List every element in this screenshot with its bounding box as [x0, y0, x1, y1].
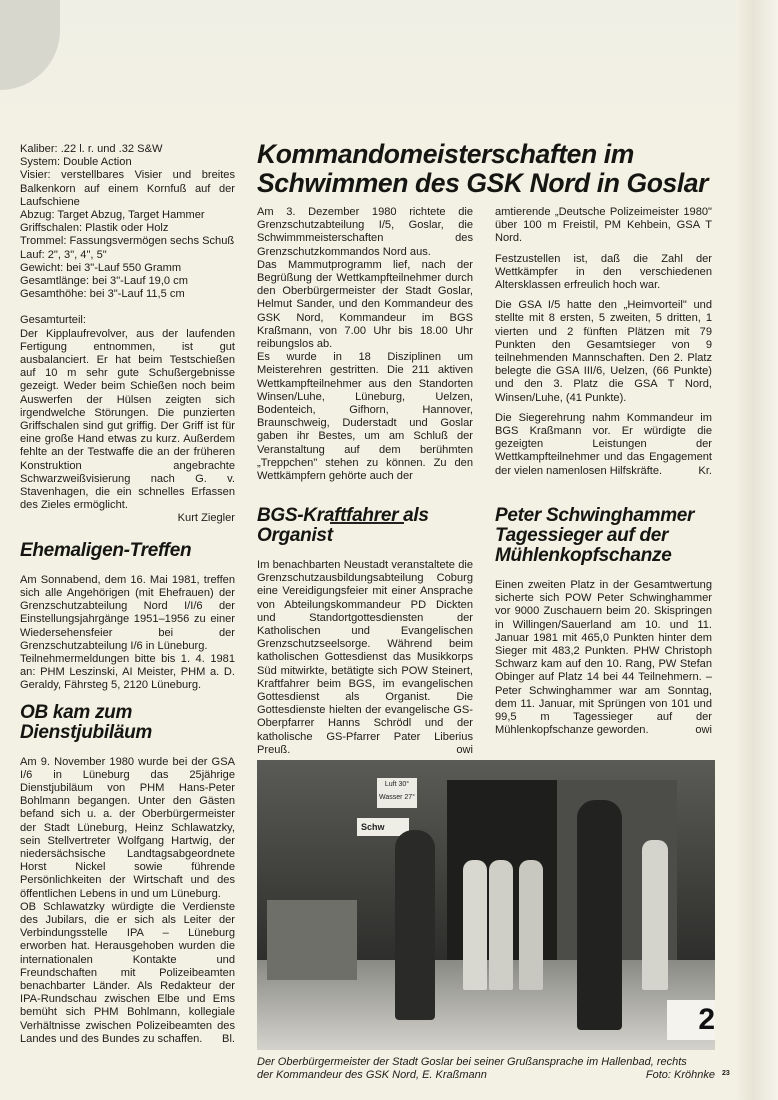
middle-column — [257, 206, 473, 483]
article-text: Das Mammutprogramm lief, nach der Begrüßung der Wettkampfteilnehmer durch den Oberbürgermeister der Stadt Goslar, Helmut Sander, und den Kommandeur des GSK Nord, Kommandeur im BGS Kraßmann, von 7.00 Uhr bis 18.00 Uhr reibungslos ab. — [257, 258, 473, 351]
schwinghammer-title: Peter Schwinghammer Tagessieger auf der Mühlenkopfschanze — [495, 505, 695, 566]
jubilaeum-title: OB kam zum Dienstjubiläum — [20, 701, 152, 743]
organist-sign: owi — [456, 744, 473, 757]
jubilaeum-text: OB Schlawatzky würdigte die Verdienste des Jubilars, die er sich als Leiter der Verbindungsstelle IPA – Lüneburg erworben hat. Herausgehoben wurden die internationalen Kontakte und Freundschaften mit Polizeibeamten benachbarter Länder. Als Redakteur der IPA-Rundschau zwischen Elbe und Ems bemüht sich PHM Bohlmann, kollegiale Verhältnisse zwischen Polizeibeamten des Landes und des Bundes zu schaffen. — [20, 900, 235, 1045]
spec-line: Lauf: 2", 3", 4", 5" — [20, 248, 107, 261]
article-text: amtierende „Deutsche Polizeimeister 1980" über 100 m Freistil, PM Kehbein, GSA T Nord. — [495, 206, 712, 245]
article-text: Die GSA I/5 hatte den „Heimvorteil" und stellte mit 8 ersten, 5 zweiten, 5 dritten, 1 vierten und 2 fünften Plätzen mit 79 Punkten den Gesamtsieger von 9 teilnehmenden Mannschaften. Den 2. Platz belegte die GSA III/6, Uelzen, (66 Punkte) und den 3. Platz die GSA T Nord, Winsen/Luhe, (41 Punkte). — [495, 299, 712, 404]
article-text: Am 3. Dezember 1980 richtete die Grenzschutzabteilung I/5, Goslar, die Schwimmmeisterschaften des Grenzschutzkommandos Nord aus. — [257, 206, 473, 258]
spec-line: Kaliber: .22 l. r. und .32 S&W — [20, 143, 163, 155]
commander-figure — [577, 800, 622, 1030]
spec-line: Trommel: Fassungsvermögen sechs Schuß — [20, 235, 235, 248]
banner-sign: Schw — [357, 818, 409, 836]
caption-line: der Kommandeur des GSK Nord, E. Kraßmann — [257, 1069, 487, 1081]
caption-line: Der Oberbürgermeister der Stadt Goslar bei seiner Grußansprache im Hallenbad, rechts — [257, 1056, 687, 1068]
jubilaeum-text: Am 9. November 1980 wurde bei der GSA I/6 in Lüneburg das 25jährige Dienstjubiläum von PHM Hans-Peter Bohlmann begangen. Unter den Gästen befand sich u. a. der Oberbürgermeister der Stadt Lüneburg, Heinz Schlawatzky, sein Stellvertreter Wolfgang Hartwig, der niedersächsische Landtagsabgeordnete Horst Nickel sowie führende Persönlichkeiten der Wirtschaft und des öffentlichen Lebens in und um Lüneburg. — [20, 755, 235, 900]
article-text: Es wurde in 18 Disziplinen um Meisterehren gestritten. Die 211 aktiven Wettkampfteilnehmer aus den Standorten Winsen/Luhe, Lüneburg, Uelzen, Bodenteich, Gifhorn, Hannover, Braunschweig, Duderstadt und Goslar gaben ihr Bestes, um am Schluß der Veranstaltung auf dem berühmten „Treppchen" stehen zu können. Zu den Wettkämpfern gehörte auch der — [257, 351, 473, 483]
organist-title: BGS-Kraftfahrer als Organist — [257, 505, 429, 546]
schwinghammer-sign: owi — [695, 724, 712, 737]
photo-caption — [257, 1056, 715, 1082]
lane-number: 2 — [667, 1000, 715, 1040]
organist-text: Im benachbarten Neustadt veranstaltete die Grenzschutzausbildungsabteilung Coburg eine Vereidigungsfeier mit einer Ansprache von Abteilungskommandeur PD Dickten und Standortgottesdiensten der Katholischen und Evangelischen Grenzschutzseelsorge. Während beim katholischen Gottesdienst das Musikkorps Süd mitwirkte, betätigte sich POW Steinert, Kraftfahrer beim BGS, im evangelischen Gottesdienst als Organist. Die Gottesdienste hielten der evangelische GS-Oberpfarrer Hanns Schrödl und der katholische GS-Pfarrer Pater Liberius Preuß. — [257, 559, 473, 756]
headline-line: Schwimmen des GSK Nord in Goslar — [257, 168, 709, 198]
spec-line: Gewicht: bei 3"-Lauf 550 Gramm — [20, 261, 182, 274]
sign-board — [377, 778, 417, 808]
treffen-title: Ehemaligen-Treffen — [20, 539, 192, 561]
left-column — [20, 143, 235, 1046]
article-sign: Kr. — [698, 464, 712, 477]
sign-wasser: Wasser 27° — [379, 794, 415, 801]
article-text: Festzustellen ist, daß die Zahl der Wettkämpfer in den verschiedenen Altersklassen erfreulich hoch war. — [495, 252, 712, 292]
organist-article — [257, 506, 473, 757]
spec-line: Griffschalen: Plastik oder Holz — [20, 222, 169, 235]
schwinghammer-article — [495, 506, 712, 738]
photo-credit: Foto: Kröhnke — [645, 1069, 715, 1081]
spec-line: Abzug: Target Abzug, Target Hammer — [20, 209, 205, 222]
spec-line: System: Double Action — [20, 156, 132, 169]
verdict-text: Der Kipplaufrevolver, aus der laufenden Fertigung entnommen, ist gut ausbalanciert. Er hat beim Testschießen auf 10 m sehr gute Schußergebnisse gezeigt. Weder beim Schießen noch beim Auswerfen der Hülsen zeigten sich irgendwelche Störungen. Die punzierten Griffschalen sind gut griffig. Der Griff ist für eine große Hand etwas zu kurz. Außerdem fehlte an der Testwaffe die an der früheren Konstruktion angebrachte Schwarzweißvisierung nach G. v. Stavenhagen, die ein schnelles Erfassen des Zieles ermöglicht. — [20, 327, 235, 512]
schwinghammer-text: Einen zweiten Platz in der Gesamtwertung sicherte sich POW Peter Schwinghammer vor 9000 Zuschauern beim 20. Skispringen in Willingen/Sauerland am 10. und 11. Januar 1981 mit 465,0 Punkten hinter dem Sieger mit 483,2 Punkten. PHW Christoph Schwarz kam auf den 10. Rang, PW Stefan Obinger auf Platz 14 bei 44 Teilnehmern. – Peter Schwinghammer war am Sonntag, dem 11. Januar, mit Sprüngen von 101 und 99,5 m Tagessieger auf der Mühlenkopfschanze geworden. — [495, 579, 712, 737]
event-photo — [257, 760, 715, 1050]
right-column — [495, 206, 712, 478]
verdict-label: Gesamturteil: — [20, 314, 86, 327]
spec-line: Gesamtlänge: bei 3"-Lauf 19,0 cm — [20, 275, 188, 288]
treffen-text: Teilnehmermeldungen bitte bis 1. 4. 1981 an: PHM Leszinski, AI Meister, PHM a. D. Geraldy, Fährsteg 5, 2120 Lüneburg. — [20, 652, 235, 692]
author: Kurt Ziegler — [177, 512, 235, 525]
spec-line: Visier: verstellbares Visier und breites Balkenkorn auf einem Kornfuß auf der Laufschiene — [20, 169, 235, 208]
speaker-figure — [395, 830, 435, 1020]
treffen-text: Am Sonnabend, dem 16. Mai 1981, treffen sich alle Angehörigen (mit Ehefrauen) der Grenzschutzabteilung Nord I/I/6 der Einstellungsjahrgänge 1951–1956 zu einer Wiedersehensfeier bei der Grenzschutzabteilung I/6 in Lüneburg. — [20, 573, 235, 652]
article-text: Die Siegerehrung nahm Kommandeur im BGS Kraßmann vor. Er würdigte die gezeigten Leistungen der Wettkampfteilnehmer und das Engagement der vielen namenlosen Hilfskräfte. — [495, 411, 712, 477]
page-edge — [736, 0, 778, 1100]
top-margin — [0, 0, 778, 130]
sign-luft: Luft 30° — [384, 781, 410, 788]
jubilaeum-sign: Bl. — [222, 1032, 235, 1045]
page-number: 23 — [722, 1070, 730, 1077]
main-headline — [257, 140, 708, 198]
headline-line: Kommandomeisterschaften im — [257, 139, 634, 169]
spec-line: Gesamthöhe: bei 3"-Lauf 11,5 cm — [20, 288, 185, 301]
